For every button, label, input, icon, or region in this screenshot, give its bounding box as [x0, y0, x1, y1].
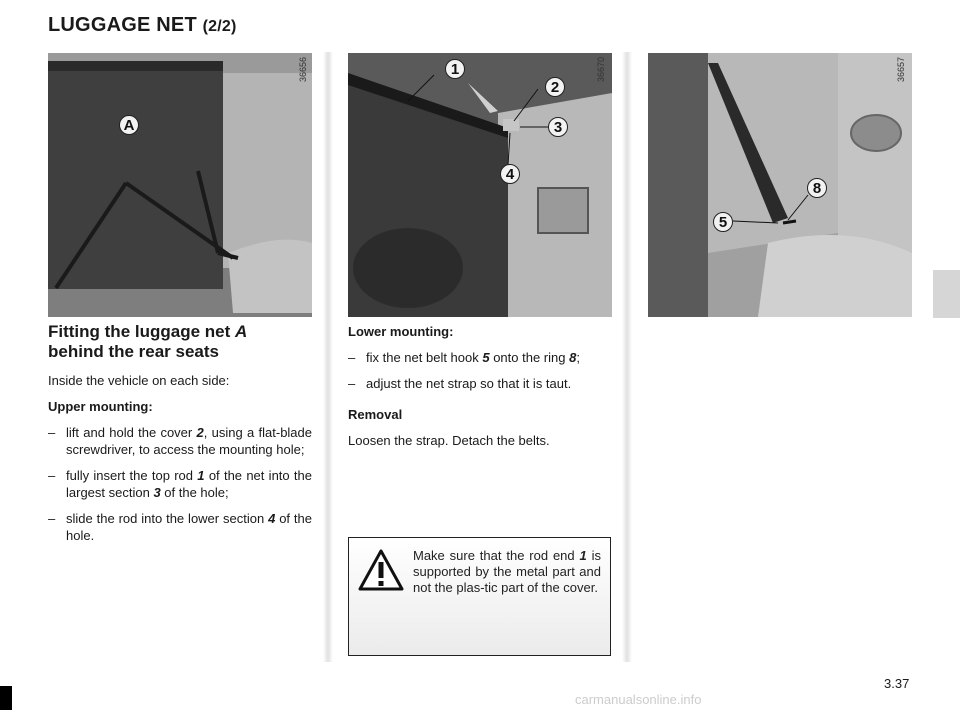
column-separator: [622, 52, 632, 662]
warning-triangle-icon: [358, 549, 404, 591]
figure-3-illustration: [648, 53, 912, 317]
callout-1: 1: [445, 59, 465, 79]
warning-box: [348, 537, 611, 656]
figure-luggage-net-rear-seats: [48, 53, 312, 317]
page-title: LUGGAGE NET (2/2): [48, 14, 237, 36]
list-item: – slide the rod into the lower section 4 of the hole.: [48, 511, 312, 543]
left-text-column: [48, 322, 312, 553]
figure-ref-number: 36670: [596, 56, 606, 82]
column-separator: [323, 52, 333, 662]
upper-mounting-heading: Upper mounting:: [48, 399, 153, 414]
callout-a: A: [119, 115, 139, 135]
figure-ref-number: 36656: [298, 56, 308, 82]
warning-text: Make sure that the rod end 1 is supported by the metal part and not the plas-tic part of the cover.: [413, 548, 602, 595]
figure-upper-mounting: [348, 53, 612, 317]
figure-lower-mounting: [648, 53, 912, 317]
section-heading: Fitting the luggage net A behind the rear seats: [48, 322, 248, 361]
watermark: carmanualsonline.info: [575, 692, 702, 707]
page-subtitle: (2/2): [202, 18, 237, 35]
callout-5: 5: [713, 212, 733, 232]
figure-ref-number: 36657: [896, 56, 906, 82]
list-item: – adjust the net strap so that it is taut.: [348, 376, 572, 391]
page-number: 3.37: [884, 676, 910, 691]
removal-text: Loosen the strap. Detach the belts.: [348, 433, 550, 448]
intro-text: Inside the vehicle on each side:: [48, 373, 230, 388]
list-item: – fully insert the top rod 1 of the net into the largest section 3 of the hole;: [48, 468, 312, 500]
removal-heading: Removal: [348, 407, 403, 422]
callout-4: 4: [500, 164, 520, 184]
callout-3: 3: [548, 117, 568, 137]
page-marker: [0, 686, 12, 710]
list-item: – fix the net belt hook 5 onto the ring 8;: [348, 350, 580, 365]
chapter-tab: [933, 270, 960, 318]
callout-2: 2: [545, 77, 565, 97]
list-item: – lift and hold the cover 2, using a flat-blade screwdriver, to access the mounting hole;: [48, 425, 312, 457]
middle-text-column: [348, 323, 612, 458]
callout-8: 8: [807, 178, 827, 198]
figure-2-illustration: [348, 53, 612, 317]
lower-mounting-heading: Lower mounting:: [348, 324, 454, 339]
figure-1-illustration: [48, 53, 312, 317]
